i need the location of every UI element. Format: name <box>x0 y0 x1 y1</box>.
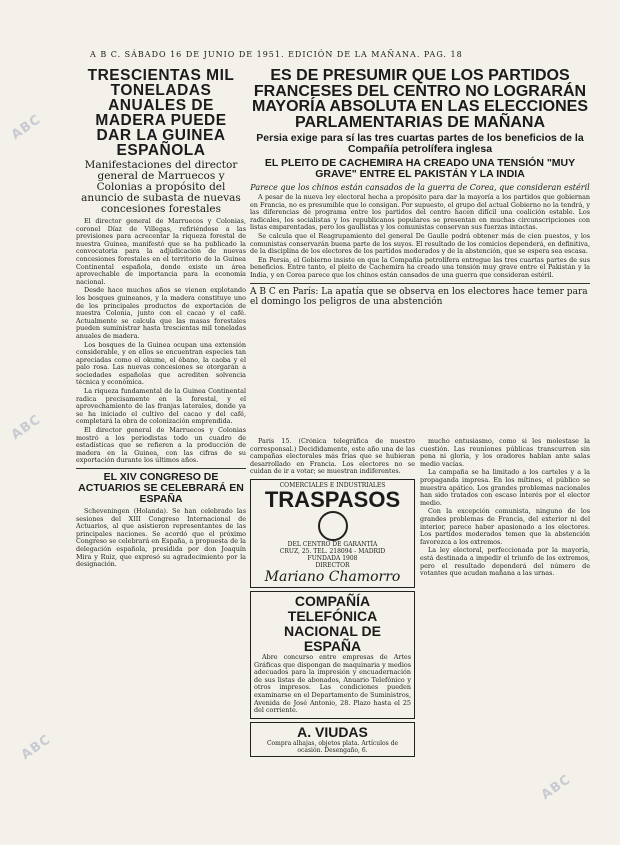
watermark-icon: ABC <box>8 112 44 143</box>
ad-telefonica-title: COMPAÑÍA TELEFÓNICA NACIONAL DE ESPAÑA <box>284 592 381 654</box>
ad-since: FUNDADA 1908 <box>307 554 358 562</box>
page-header: A B C. SÁBADO 16 DE JUNIO DE 1951. EDICIÓN DE LA MAÑANA. PAG. 18 <box>90 50 463 59</box>
left-article <box>76 68 246 838</box>
right-para: Con la excepción comunista, ninguno de los grandes problemas de Francia, del exterior ni del interior, parece haber apasionado a los electores. Los partidos moderados temen que la abstención favorezca a los extremos. <box>420 507 590 546</box>
ad-director-label: DIRECTOR <box>315 561 350 569</box>
left-para: La riqueza fundamental de la Guinea Continental radica precisamente en la forestal, y el aprovechamiento de las franjas laterales, donde ya se ha iniciado el cultivo del cacao y del café, completará la obra de colonización emprendida. <box>76 387 246 426</box>
main-article <box>250 68 590 438</box>
main-headline: ES DE PRESUMIR QUE LOS PARTIDOS FRANCESES DEL CENTRO NO LOGRARÁN MAYORÍA ABSOLUTA EN LAS ELECCIONES PARLAMENTARIAS DE MAÑANA <box>251 68 589 131</box>
left-headline-2: EL XIV CONGRESO DE ACTUARIOS SE CELEBRARÁ EN ESPAÑA <box>78 471 244 505</box>
ad-address: CRUZ, 25. TEL. 218094 - MADRID <box>279 547 386 555</box>
right-para: La ley electoral, perfeccionada por la mayoría, está destinada a impedir el triunfo de los extremos, pero el resultado dependerá del número de votantes que acudan mañana a las urnas. <box>420 546 590 578</box>
ad-line2: DEL CENTRO DE GARANTÍA <box>287 540 378 548</box>
lower-section <box>250 438 590 838</box>
right-para: La campaña se ha limitado a los carteles y a la propaganda impresa. En los mítines, el público se muestra apático. Los grandes problemas nacionales han sido tratados con escaso interés por el elector medio. <box>420 468 590 507</box>
main-para: A pesar de la nueva ley electoral hecha a propósito para dar la mayoría a los partidos que gobiernan en Francia, no es presumible que lo consigan. Por supuesto, el grupo del actual Gobierno no la tendrá, y las diferencias de programa entre los partidos del centro hacen difícil una coalición estable. Los radicales, los socialistas y los republicanos populares se presentan en muchas circunscripciones con listas emparentadas, pero los gaullistas y los comunistas conservan sus fuerzas intactas. <box>250 193 590 232</box>
watermark-icon: ABC <box>538 772 574 803</box>
left-para: Los bosques de la Guinea ocupan una extensión considerable, y en ellos se encuentran especies tan apreciadas como el okume, el ébano, la caoba y el palo rosa. Las nuevas concesiones se otorgarán a sociedades españolas que acrediten solvencia técnica y económica. <box>76 340 246 387</box>
left-para: El director general de Marruecos y Colonias, coronel Díaz de Villegas, refiriéndose a las previsiones para acrecentar la riqueza forestal de nuestra Guinea, manifestó que se ha publicado la convocatoria para la adjudicación de nuevas concesiones forestales en el territorio de la Guinea Continental española, donde existe un área aprovechable de importancia para la economía nacional. <box>76 217 246 286</box>
seal-icon <box>318 511 348 541</box>
ad-line: COMERCIALES E INDUSTRIALES <box>279 481 386 489</box>
left-para: El director general de Marruecos y Colonias mostró a los periodistas todo un cuadro de estadísticas que se refieren a la producción de madera en la Guinea, con las cifras de su exportación durante los últimos años. <box>76 426 246 465</box>
left-subhead: Manifestaciones del director general de Marruecos y Colonias a propósito del anuncio de subasta de nuevas concesiones forestales <box>81 159 241 215</box>
divider <box>76 468 246 469</box>
ad-viudas <box>250 722 415 757</box>
ad-title: TRASPASOS <box>264 486 401 512</box>
ad-telefonica <box>250 591 415 719</box>
ad-telefonica-text: Abre concurso entre empresas de Artes Gráficas que dispongan de maquinaria y medios adecuados para la impresión y encuadernación de sus listas de abonados, Anuario Telefónico y otros impresos. Las condiciones pueden examinarse en el Departamento de Suministros, Avenida de José Antonio, 28. Plazo hasta el 25 del corriente. <box>254 652 411 715</box>
ad-traspasos <box>250 479 415 588</box>
kicker: A B C en París: La apatía que se observa en los electores hace temer para el domingo los peligros de una abstención <box>250 286 588 307</box>
main-para: Se calcula que el Reagrupamiento del general De Gaulle podrá obtener más de cien puestos, y los comunistas conservarán buena parte de los suyos. El resultado de los comicios dependerá, en definitiva, de la disciplina de los electores de los partidos moderados y de la abstención, que se espera sea escasa. <box>250 231 590 256</box>
main-para: En Persia, el Gobierno insiste en que la Compañía petrolífera entregue las tres cuartas partes de sus beneficios. Entre tanto, el pleito de Cachemira ha creado una tensión muy grave entre el Pakistán y la India, y en Corea parece que los chinos están cansados de una guerra que consideran estéril. <box>250 255 590 279</box>
left-para-2: Scheveningen (Holanda). Se han celebrado las sesiones del XIII Congreso Internacional de Actuarios, al que asistieron representantes de las principales naciones. Se acordó que el próximo Congreso se celebrará en España, a propuesta de la delegación española, presidida por don Joaquín Mira y Ruiz, que expresó su agradecimiento por la designación. <box>76 507 246 569</box>
left-headline: TRESCIENTAS MIL TONELADAS ANUALES DE MADERA PUEDE DAR LA GUINEA ESPAÑOLA <box>87 68 235 159</box>
main-sub3: Parece que los chinos están cansados de la guerra de Corea, que consideran estéril <box>250 183 590 192</box>
dateline: París 15. (Crónica telegráfica de nuestro corresponsal.) Decididamente, este año una de las campañas electorales más frías que se hubieran desarrollado en Francia. Los electores no se cuidan de ir a votar; se muestran indiferentes. <box>250 438 415 476</box>
left-para: Desde hace muchos años se vienen explotando los bosques guineanos, y la madera constituye uno de los principales productos de exportación de nuestra Colonia, junto con el cacao y el café. Actualmente se calcula que las masas forestales pueden suministrar hasta trescientas mil toneladas anuales de madera. <box>76 286 246 340</box>
ad-viudas-text: Compra alhajas, objetos plata. Artículos de ocasión. Desengaño, 6. <box>266 739 399 754</box>
main-sub1: Persia exige para sí las tres cuartas partes de los beneficios de la Compañía petrolífera inglesa <box>256 132 584 155</box>
watermark-icon: ABC <box>18 732 54 763</box>
lower-left <box>250 438 415 838</box>
ad-director: Mariano Chamorro <box>264 568 401 585</box>
right-para: mucho entusiasmo, como si les molestase la cuestión. Las reuniones públicas transcurren sin pena ni gloria, y los oradores hablan ante salas medio vacías. <box>420 438 590 468</box>
main-sub2: EL PLEITO DE CACHEMIRA HA CREADO UNA TENSIÓN "MUY GRAVE" ENTRE EL PAKISTÁN Y LA INDIA <box>264 157 576 180</box>
watermark-icon: ABC <box>8 412 44 443</box>
ad-viudas-title: A. VIUDAS <box>297 723 368 740</box>
divider <box>250 283 590 284</box>
